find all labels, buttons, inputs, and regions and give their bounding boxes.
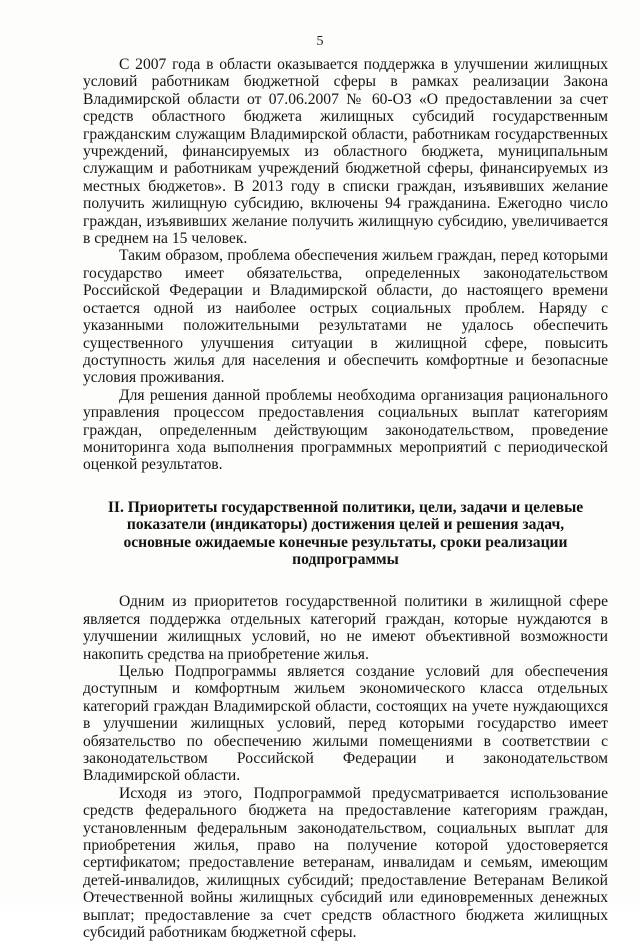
paragraph-problem-summary: Таким образом, проблема обеспечения жильем граждан, перед которыми государство имеет обязательства, определенных законодательством Российской Федерации и Владимирской области, до настоящего времени остается одной из наиболее острых социальных проблем. Наряду с указанными положительными результатами не удалось обеспечить существенного улучшения ситуации в жилищной сфере, повысить доступность жилья для населения и обеспечить комфортные и безопасные условия проживания.: [83, 247, 608, 387]
paragraph-funding-usage: Исходя из этого, Подпрограммой предусматривается использование средств федерального бюджета на предоставление категориям граждан, установленным федеральным законодательством, социальных выплат для приобретения жилья, право на получение которой удостоверяется сертификатом; предоставление ветеранам, инвалидам и семьям, имеющим детей-инвалидов, жилищных субсидий; предоставление Ветеранам Великой Отечественной войны жилищных субсидий или единовременных денежных выплат; предоставление за счет средств областного бюджета жилищных субсидий работникам бюджетной сферы.: [83, 784, 608, 942]
document-body: [83, 56, 608, 942]
paragraph-subprogram-goal: Целью Подпрограммы является создание условий для обеспечения доступным и комфортным жильем экономического класса отдельных категорий граждан Владимирской области, состоящих на учете нуждающихся в улучшении жилищных условий, перед которыми государство имеет обязательство по обеспечению жилыми помещениями в соответствии с законодательством Российской Федерации и законодательством Владимирской области.: [83, 663, 608, 785]
paragraph-solution-management: Для решения данной проблемы необходима организация рационального управления процессом предоставления социальных выплат категориям граждан, определенным действующим законодательством, проведение мониторинга хода выполнения программных мероприятий с периодической оценкой результатов.: [83, 386, 608, 474]
paragraph-housing-support-2007: С 2007 года в области оказывается поддержка в улучшении жилищных условий работникам бюджетной сферы в рамках реализации Закона Владимирской области от 07.06.2007 № 60-ОЗ «О предоставлении за счет средств областного бюджета жилищных субсидий государственным гражданским служащим Владимирской области, работникам государственных учреждений, финансируемых из областного бюджета, муниципальным служащим и работникам учреждений бюджетной сферы, финансируемых из местных бюджетов». В 2013 году в списки граждан, изъявивших желание получить жилищную субсидию, включены 94 гражданина. Ежегодно число граждан, изъявивших желание получить жилищную субсидию, увеличивается в среднем на 15 человек.: [83, 56, 608, 248]
section-heading: II. Приоритеты государственной политики, цели, задачи и целевые показатели (индикаторы) достижения целей и решения задач, основные ожидаемые конечные результаты, сроки реализации подпрограммы: [107, 498, 584, 568]
page-number: 5: [316, 34, 324, 49]
paragraph-policy-priority: Одним из приоритетов государственной политики в жилищной сфере является поддержка отдельных категорий граждан, которые нуждаются в улучшении жилищных условий, но не имеют объективной возможности накопить средства на приобретение жилья.: [83, 593, 608, 663]
